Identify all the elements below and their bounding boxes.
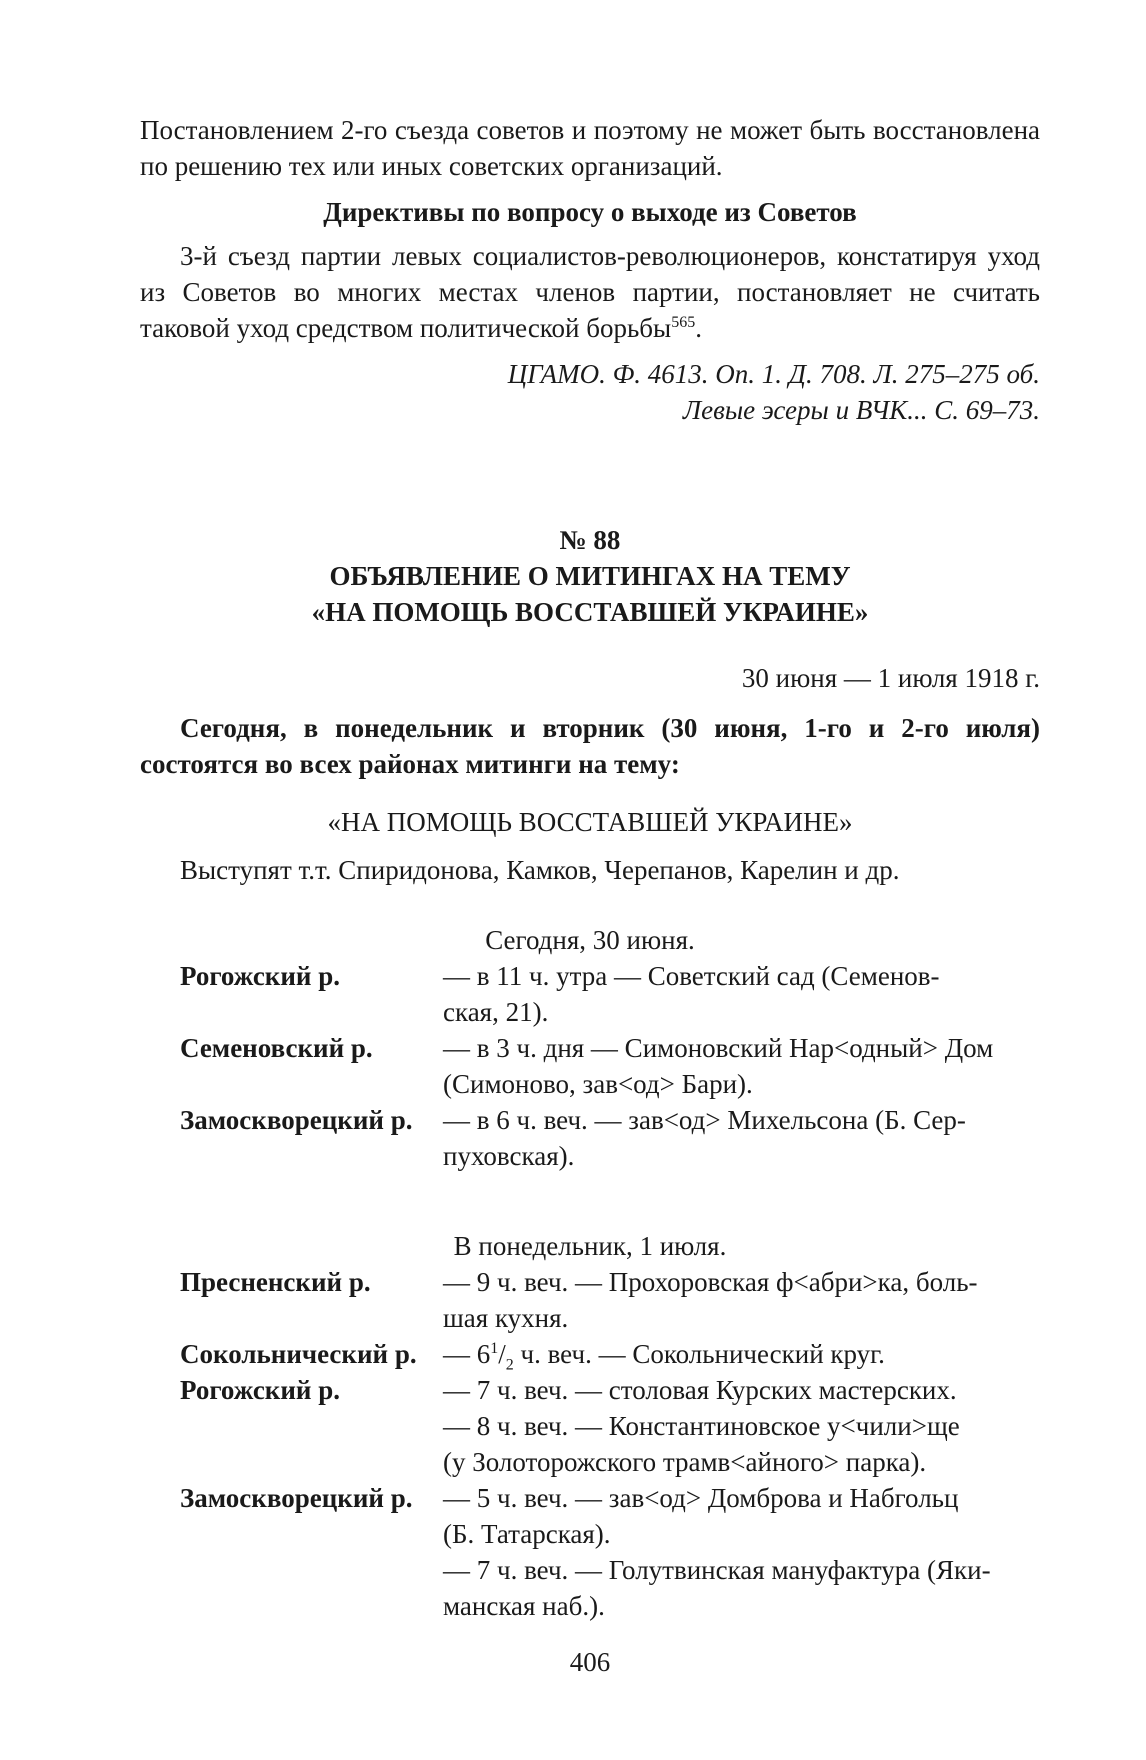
day1-title: Сегодня, 30 июня. xyxy=(485,925,695,955)
schedule-row xyxy=(180,1030,1040,1102)
district-name: Рогожский р. xyxy=(180,1375,340,1405)
meeting-details: — $6^1/_2$ ч. веч. — Сокольнический круг. xyxy=(443,1339,885,1374)
schedule-row xyxy=(180,1480,1040,1624)
meeting-details: — в 11 ч. утра — Советский сад (Семенов- ская, 21). xyxy=(443,961,940,1027)
day2-schedule xyxy=(180,1264,1040,1624)
district-name: Замоскворецкий р. xyxy=(180,1483,413,1513)
day2-title: В понедельник, 1 июля. xyxy=(453,1231,727,1261)
meeting-details: — 7 ч. веч. — столовая Курских мастерских. — 8 ч. веч. — Константиновское у<чили>ще (у Золоторожского трамв<айного> парка). xyxy=(443,1375,960,1477)
meeting-details: — 9 ч. веч. — Прохоровская ф<абри>ка, боль- шая кухня. xyxy=(443,1267,978,1333)
directives-text: 3-й съезд партии левых социалистов-революционеров, констатируя уход из Советов во многих местах членов партии, постановляет не считать таковой уход средством политической борьбы$^{565}$. xyxy=(140,241,1040,343)
footnote-ref: 565 xyxy=(671,314,696,331)
document-title-line-1: ОБЪЯВЛЕНИЕ О МИТИНГАХ НА ТЕМУ xyxy=(329,561,851,591)
meeting-details: — в 3 ч. дня — Симоновский Нар<одный> Дом (Симоново, зав<од> Бари). xyxy=(443,1033,994,1099)
document-date: 30 июня — 1 июля 1918 г. xyxy=(741,663,1040,693)
schedule-row xyxy=(180,958,1040,1030)
announcement-theme: «НА ПОМОЩЬ ВОССТАВШЕЙ УКРАИНЕ» xyxy=(327,807,853,837)
fraction: $^1/_2$ xyxy=(490,1339,514,1374)
document-body xyxy=(140,660,1040,888)
meeting-details: — в 6 ч. веч. — зав<од> Михельсона (Б. Сер- пуховская). xyxy=(443,1105,966,1171)
page-number: 406 xyxy=(569,1647,611,1677)
meeting-details: — 5 ч. веч. — зав<од> Домброва и Набгольц (Б. Татарская). — 7 ч. веч. — Голутвинская мануфактура (Яки- манская наб.). xyxy=(443,1483,991,1621)
page-footer xyxy=(140,1644,1040,1680)
day1-schedule xyxy=(180,958,1040,1174)
document-header xyxy=(140,522,1040,630)
directives-heading: Директивы по вопросу о выходе из Советов xyxy=(323,197,857,227)
speakers-line: Выступят т.т. Спиридонова, Камков, Черепанов, Карелин и др. xyxy=(180,855,900,885)
publication-source: Левые эсеры и ВЧК... С. 69–73. xyxy=(682,395,1040,425)
document-title-line-2: «НА ПОМОЩЬ ВОССТАВШЕЙ УКРАИНЕ» xyxy=(311,597,869,627)
archive-source: ЦГАМО. Ф. 4613. Оп. 1. Д. 708. Л. 275–275 об. xyxy=(507,359,1040,389)
schedule-row xyxy=(180,1372,1040,1480)
district-name: Сокольнический р. xyxy=(180,1339,417,1369)
district-name: Замоскворецкий р. xyxy=(180,1105,413,1135)
day2-title-block xyxy=(140,1228,1040,1264)
document-number: № 88 xyxy=(559,525,621,555)
day1-title-block xyxy=(140,922,1040,958)
schedule-row xyxy=(180,1264,1040,1336)
schedule-row xyxy=(180,1336,1040,1372)
district-name: Рогожский р. xyxy=(180,961,340,991)
district-name: Семеновский р. xyxy=(180,1033,373,1063)
directives-section xyxy=(140,194,1040,428)
district-name: Пресненский р. xyxy=(180,1267,371,1297)
schedule-row xyxy=(180,1102,1040,1174)
continuation-paragraph: Постановлением 2-го съезда советов и поэтому не может быть восстановлена по решению тех или иных советских организаций. xyxy=(140,115,1040,181)
announcement-lead: Сегодня, в понедельник и вторник (30 июня, 1-го и 2-го июля) состоятся во всех районах митинги на тему: xyxy=(140,713,1040,779)
